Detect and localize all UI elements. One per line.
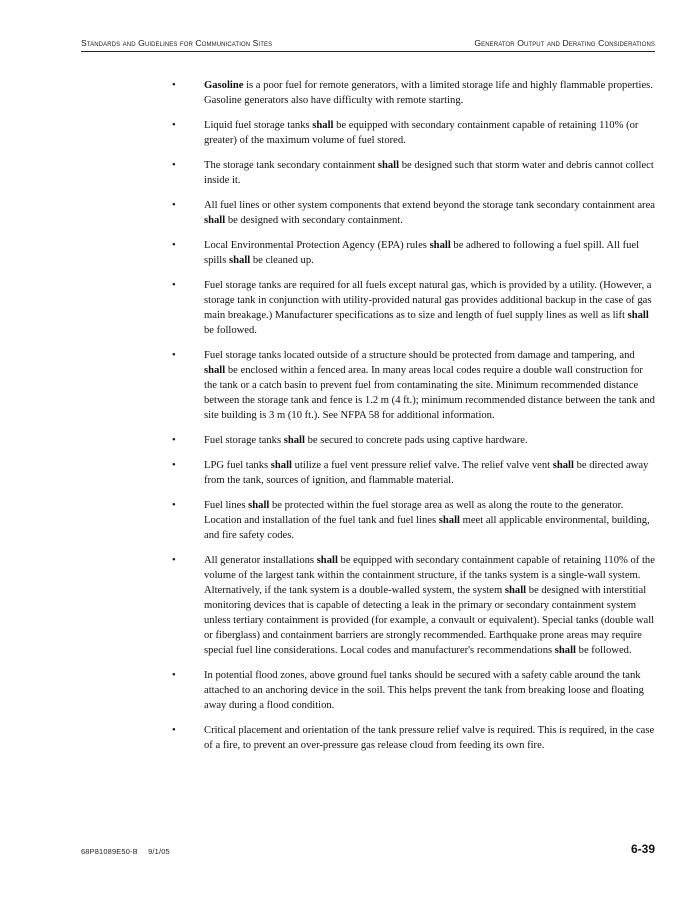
header-right-title: Generator Output and Derating Considerations [474,38,655,48]
bullet-marker: • [172,460,176,471]
text-run: Liquid fuel storage tanks [204,120,313,131]
text-run: be cleaned up. [250,255,314,266]
emphasis-text: shall [438,515,460,526]
emphasis-text: shall [204,215,226,226]
bullet-marker: • [172,725,176,736]
bullet-item [172,668,656,713]
text-run: In potential flood zones, above ground fuel tanks should be secured with a safety cable around the tank attached to an anchoring device in the soil. This helps prevent the tank from breaking loose and floating away during a flood condition. [204,670,644,711]
bullet-item [172,118,656,148]
emphasis-text: shall [248,500,270,511]
text-run: Fuel storage tanks are required for all fuels except natural gas, which is provided by a utility. (However, a storage tank in conjunction with utility-provided natural gas provides additional backup in the case of gas main breakage.) Manufacturer specifications as to size and length of fuel supply lines as well as lift [204,280,652,321]
text-run: be directed away from the tank, sources of ignition, and flammable material. [204,460,649,486]
emphasis-text: shall [627,310,649,321]
emphasis-text: shall [377,160,400,171]
text-run: be designed with secondary containment. [225,215,403,226]
text-run: Local Environmental Protection Agency (EPA) rules [204,240,430,251]
emphasis-text: shall [283,435,305,446]
text-run: Fuel storage tanks [204,435,284,446]
emphasis-text: shall [552,460,574,471]
bullet-marker: • [172,500,176,511]
text-run: be followed. [576,645,632,656]
bullet-item [172,158,656,188]
bullet-text [204,78,656,108]
text-run: The storage tank secondary containment [204,160,378,171]
text-run: LPG fuel tanks [204,460,271,471]
text-run: Fuel storage tanks located outside of a structure should be protected from damage and tampering, and [204,350,635,361]
emphasis-text: shall [204,365,226,376]
text-run: All fuel lines or other system components that extend beyond the storage tank secondary containment area [204,200,655,211]
text-run: be designed with interstitial monitoring devices that is capable of detecting a leak in the primary or secondary containment system unless tertiary containment is provided (for example, a convault or equivalent). Special tanks (double wall or fiberglass) and containment barriers are strongly recommended. Earthquake prone areas may require special fuel line considerations. Local codes and manufacturer's recommendations [204,585,655,656]
footer-doc-number: 68P81089E50-B [81,847,138,856]
bullet-text [204,158,656,188]
footer-doc-info [81,847,178,856]
bullet-text [204,723,656,753]
bullet-marker: • [172,240,176,251]
bullet-text [204,433,656,448]
bullet-text [204,553,656,658]
emphasis-text: shall [316,555,338,566]
text-run: Critical placement and orientation of the tank pressure relief valve is required. This is required, in the case of a fire, to prevent an over-pressure gas release cloud from feeding its own fire. [204,725,655,751]
bullet-item [172,198,656,228]
text-run: All generator installations [204,555,317,566]
emphasis-text: shall [312,120,334,131]
emphasis-text: shall [504,585,527,596]
text-run: utilize a fuel vent pressure relief valve. The relief valve vent [292,460,553,471]
bullet-text [204,348,656,423]
bullet-text [204,278,656,338]
bullet-list [172,78,656,763]
text-run: be followed. [204,325,257,336]
emphasis-text: shall [229,255,251,266]
bullet-item [172,348,656,423]
emphasis-text: shall [270,460,292,471]
bullet-text [204,498,656,543]
text-run: meet all applicable environmental, building, and fire safety codes. [204,515,650,541]
emphasis-text: Gasoline [204,80,244,91]
bullet-item [172,723,656,753]
text-run: be equipped with secondary containment capable of retaining 110% of the volume of the largest tank within the containment structure, if the tanks system is a single-wall system. Alternatively, if the tank system is a double-walled system, the system [204,555,655,596]
bullet-item [172,458,656,488]
text-run: is a poor fuel for remote generators, with a limited storage life and highly flammable properties. Gasoline generators also have difficulty with remote starting. [204,80,653,106]
footer-page-number: 6-39 [630,842,655,856]
header-left-title: Standards and Guidelines for Communication Sites [81,38,273,48]
header-divider [81,51,655,52]
bullet-item [172,433,656,448]
bullet-marker: • [172,80,176,91]
footer-date: 9/1/05 [148,847,170,856]
bullet-item [172,78,656,108]
bullet-marker: • [172,160,176,171]
bullet-item [172,278,656,338]
bullet-text [204,238,656,268]
bullet-item [172,238,656,268]
emphasis-text: shall [429,240,451,251]
text-run: Fuel lines [204,500,249,511]
bullet-item [172,553,656,658]
bullet-text [204,198,656,228]
bullet-text [204,118,656,148]
bullet-item [172,498,656,543]
bullet-marker: • [172,280,176,291]
text-run: be designed such that storm water and debris cannot collect inside it. [204,160,654,186]
bullet-marker: • [172,120,176,131]
bullet-marker: • [172,555,176,566]
text-run: be protected within the fuel storage area as well as along the route to the generator. Location and installation of the fuel tank and fuel lines [204,500,624,526]
bullet-text [204,458,656,488]
text-run: be secured to concrete pads using captive hardware. [304,435,528,446]
bullet-text [204,668,656,713]
bullet-marker: • [172,435,176,446]
bullet-marker: • [172,200,176,211]
text-run: be adhered to following a fuel spill. All fuel spills [204,240,640,266]
text-run: be equipped with secondary containment capable of retaining 110% (or greater) of the maximum volume of fuel stored. [204,120,639,146]
bullet-marker: • [172,670,176,681]
text-run: be enclosed within a fenced area. In many areas local codes require a double wall construction for the tank or a catch basin to prevent fuel from contaminating the site. Minimum recommended distance between the storage tank and fence is 1.2 m (4 ft.); minimum recommended distance between the tank and site building is 3 m (10 ft.). See NFPA 58 for additional information. [204,365,655,421]
emphasis-text: shall [554,645,576,656]
bullet-marker: • [172,350,176,361]
